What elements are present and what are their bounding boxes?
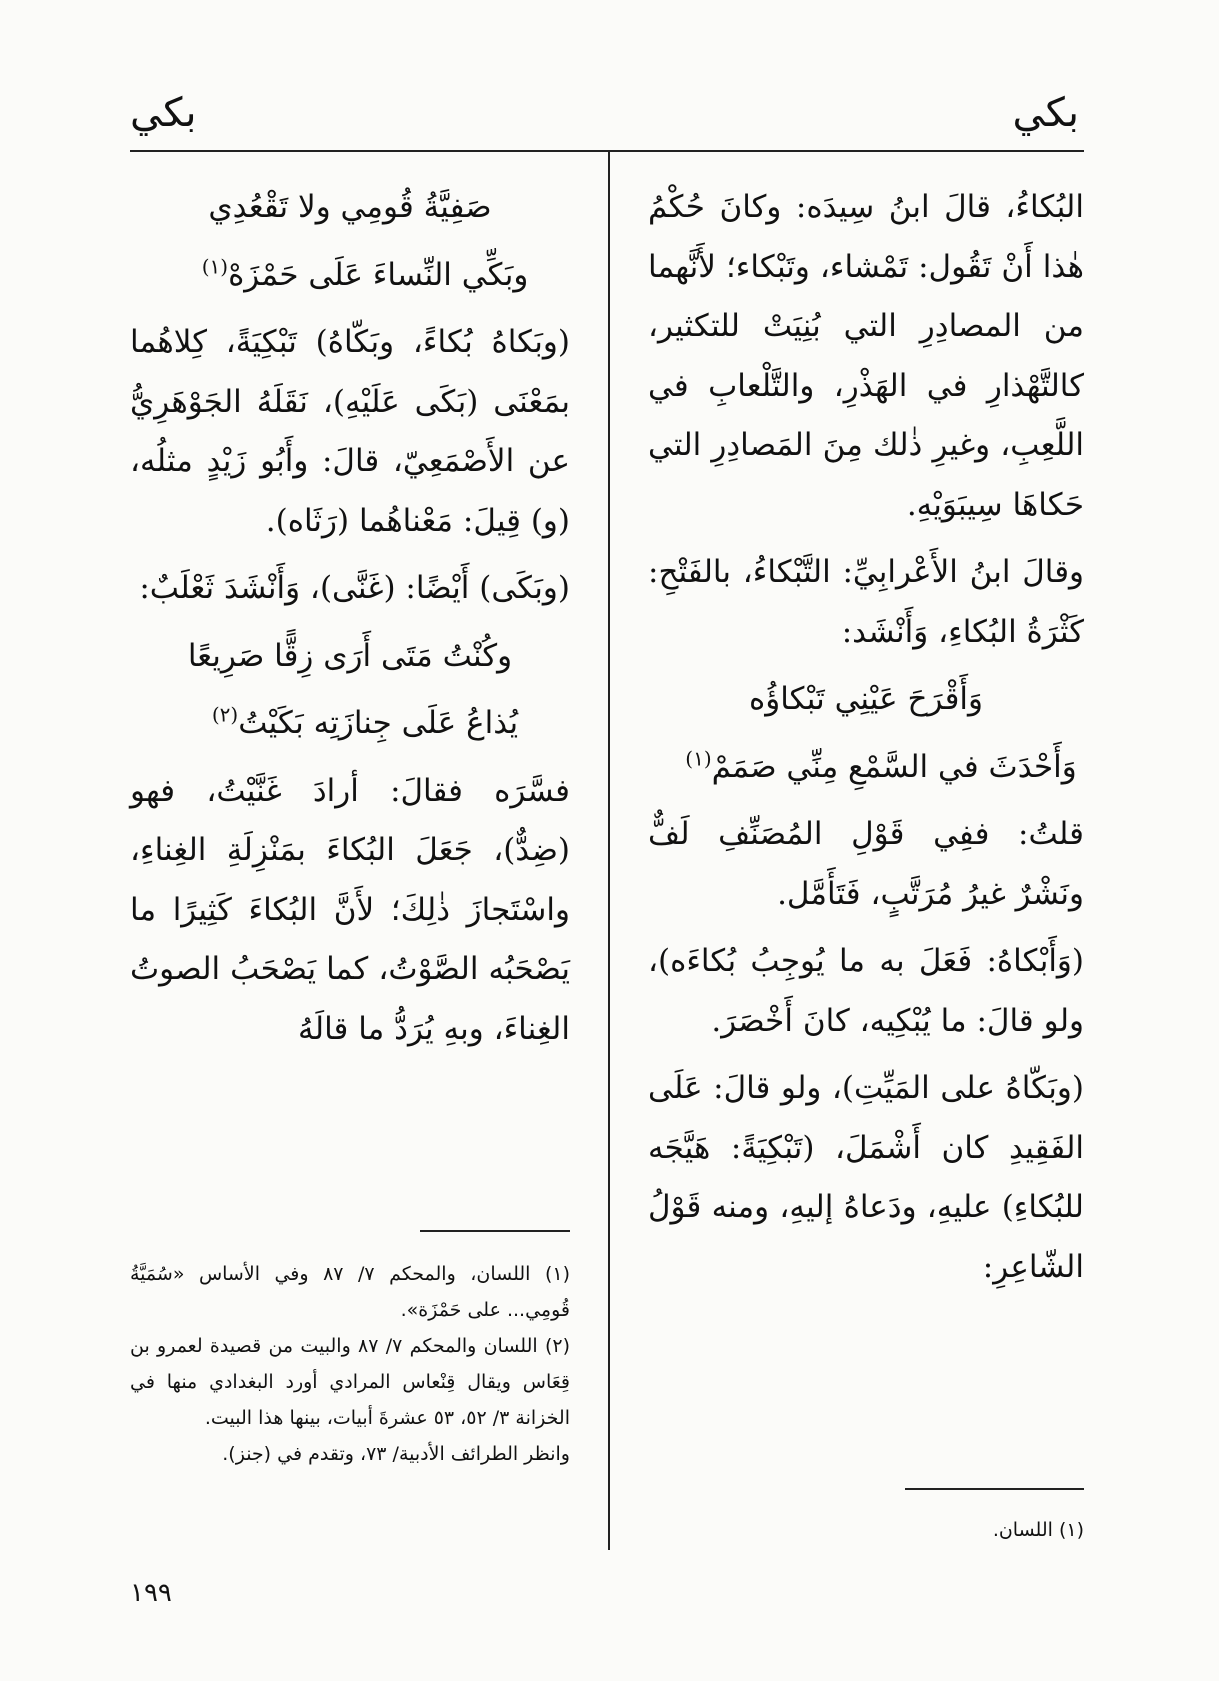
footnote: (٢) اللسان والمحكم ٧/ ٨٧ والبيت من قصيدة لعمرو بن قِعَاس ويقال قِنْعاس المرادي أورد البغدادي منها في الخزانة ٣/ ٥٢، ٥٣ عشرةَ أبيات، بينها هذا البيت. [130,1335,570,1429]
footnote-rule-right [905,1488,1084,1490]
verse-line [130,694,570,754]
right-column [648,178,1084,1305]
verse-line [648,738,1084,798]
footnote: (١) اللسان، والمحكم ٧/ ٨٧ وفي الأساس «سُمَيَّةُ قُومِي... على حَمْزَة». [130,1263,570,1321]
column-divider [608,152,610,1550]
entry-paragraph: (وبَكّاهُ على المَيِّتِ)، ولو قالَ: عَلَى الفَقِيدِ كان أَشْمَلَ، (تَبْكِيَةً: هَيَّجَه للبُكاءِ) عليهِ، ودَعاهُ إليهِ، ومنه قَوْلُ الشّاعِرِ: [648,1070,1084,1285]
verse-line: وَأَقْرَحَ عَيْنِي تَبْكاؤُه [748,681,984,717]
verse-line: وكُنْتُ مَتَى أَرَى زِقًّا صَرِيعًا [187,637,513,674]
entry-paragraph: فسَّرَه فقالَ: أرادَ غَنَّيْتُ، فهو (ضِدٌّ)، جَعَلَ البُكاءَ بمَنْزِلَةِ الغِناءِ، واسْتَجازَ ذٰلِكَ؛ لأَنَّ البُكاءَ كَثِيرًا ما يَصْحَبُه الصَّوْتُ، كما يَصْحَبُ الصوتُ الغِناءَ، وبهِ يُرَدُّ ما قالَهُ [130,772,570,1047]
entry-paragraph: البُكاءُ، قالَ ابنُ سِيدَه: وكانَ حُكْمُ هٰذا أَنْ تَقُول: تَمْشاء، وتَبْكاء؛ لأَنَّهما من المصادِرِ التي بُنِيَتْ للتكثير، كالتَّهْذارِ في الهَذْرِ، والتَّلْعابِ في اللَّعِبِ، وغيرِ ذٰلك مِنَ المَصادِرِ التي حَكاهَا سِيبَوَيْهِ. [648,189,1084,523]
entry-paragraph: (وبَكاهُ بُكاءً، وبَكّاهُ) تَبْكِيَةً، كِلاهُما بمَعْنَى (بَكَى عَلَيْهِ)، نَقَلَهُ الجَوْهَرِيُّ عن الأَصْمَعِيّ، قالَ: وأَبُو زَيْدٍ مثلُه، (و) قِيلَ: مَعْناهُما (رَثَاه). [130,324,570,539]
page-number: ١٩٩ [130,1578,172,1608]
footnote: وانظر الطرائف الأدبية/ ٧٣، وتقدم في (جنز). [222,1443,570,1465]
verse-text: يُذاعُ عَلَى جِنازَتِه بَكَيْتُ [238,705,519,741]
header-word-left: بكي [130,90,197,136]
verse-text: وبَكِّي النِّساءَ عَلَى حَمْزَهْ [228,256,529,293]
entry-paragraph: وقالَ ابنُ الأَعْرابِيِّ: التَّبْكاءُ، بالفَتْحِ: كَثْرَةُ البُكاءِ، وَأَنْشَد: [648,554,1084,650]
header-word-right: بكي [1012,90,1079,136]
verse-line: صَفِيَّةُ قُومِي ولا تَقْعُدِي [208,189,492,225]
verse-line [130,246,570,306]
left-column [130,178,570,1067]
footnote: (١) اللسان. [992,1519,1084,1541]
verse-text: وَأَحْدَثَ في السَّمْعِ مِنِّي صَمَمْ [711,748,1077,785]
footnotes-right [880,1512,1084,1548]
entry-paragraph: (وَأَبْكاهُ: فَعَلَ به ما يُوجِبُ بُكاءَه)، ولو قالَ: ما يُبْكِيه، كانَ أَخْصَرَ. [648,943,1084,1039]
footnote-marker: (١) [685,746,712,771]
footnote-rule-left [420,1230,570,1232]
entry-paragraph: (وبَكَى) أَيْضًا: (غَنَّى)، وَأَنْشَدَ ثَعْلَبٌ: [139,570,570,606]
footnote-marker: (١) [201,254,229,279]
footnote-marker: (٢) [211,702,239,727]
entry-paragraph: قلتُ: ففِي قَوْلِ المُصَنِّفِ لَفٌّ ونَشْرٌ غيرُ مُرَتَّبٍ، فَتَأَمَّل. [648,816,1084,912]
footnotes-left [130,1256,570,1472]
header-rule [130,150,1084,152]
